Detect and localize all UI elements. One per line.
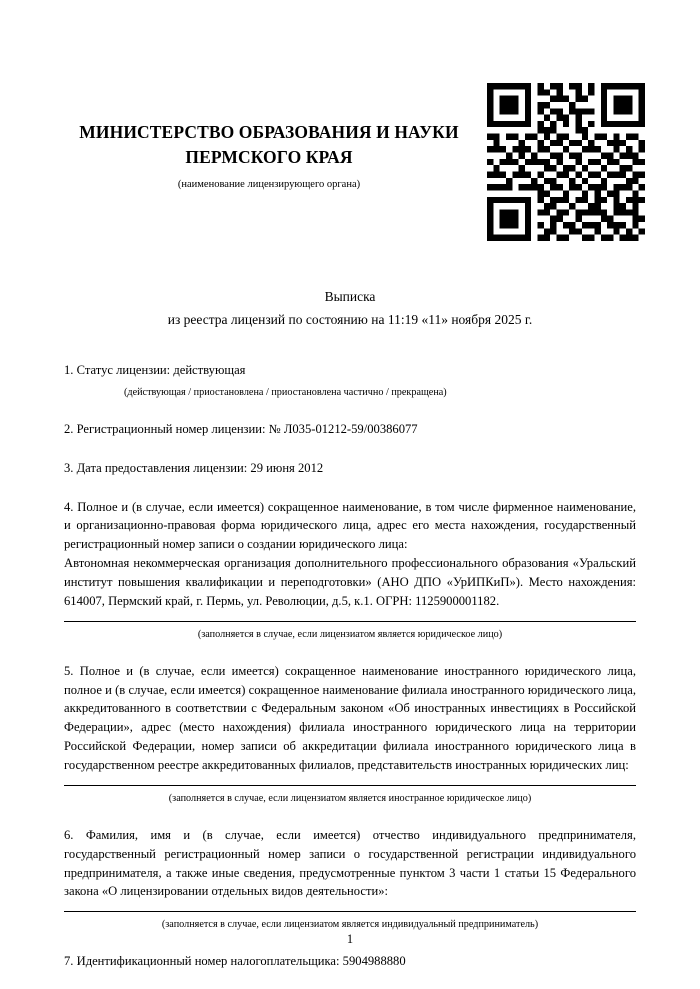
item-individual-entrepreneur-note: (заполняется в случае, если лицензиатом является индивидуальный предприниматель): [161, 919, 539, 931]
document-title-line1: Выписка: [324, 289, 376, 305]
item-registration-number-text: 2. Регистрационный номер лицензии: № Л035-01212-59/00386077: [64, 421, 418, 436]
item-individual-entrepreneur: [64, 826, 636, 932]
item-taxpayer-number-text: 7. Идентификационный номер налогоплательщика: 5904988880: [64, 954, 406, 969]
item-foreign-entity-note: (заполняется в случае, если лицензиатом является иностранное юридическое лицо): [168, 792, 532, 804]
item-foreign-entity-text: 5. Полное и (в случае, если имеется) сокращенное наименование иностранного юридического лица, полное и (в случае, если имеется) сокращенное наименование филиала иностранного юридического лица, аккредитованного в соответствии с Федеральным законом «Об иностранных инвестициях в Российской Федерации», адрес (место нахождения) филиала иностранного юридического лица на территории Российской Федерации, номер записи об аккредитации филиала иностранного юридического лица в государственном реестре аккредитованных филиалов, представительств иностранных юридических лиц:: [64, 663, 636, 773]
qr-code-icon: [487, 83, 645, 241]
document-body: [0, 361, 700, 971]
document-title: [0, 287, 700, 331]
item-legal-entity-value: Автономная некоммерческая организация дополнительного профессионального образования «Уральский институт повышения квалификации и переподготовки» (АНО ДПО «УрИПКиП»). Место нахождения: 614007, Пермский край, г. Пермь, ул. Революции, д.5, к.1. ОГРН: 1125900001182.: [64, 556, 636, 608]
item-issue-date: [64, 459, 636, 478]
item-status-text: 1. Статус лицензии: действующая: [64, 363, 246, 378]
issuing-authority-note: (наименование лицензирующего органа): [177, 178, 361, 190]
qr-code-canvas: [487, 83, 645, 241]
divider: [64, 621, 636, 622]
issuing-authority-title: МИНИСТЕРСТВО ОБРАЗОВАНИЯ И НАУКИ ПЕРМСКОГО КРАЯ: [79, 122, 459, 167]
page-number: 1: [346, 932, 354, 946]
item-status: [64, 361, 636, 400]
item-status-note: (действующая / приостановлена / приостановлена частично / прекращена): [124, 387, 447, 399]
item-issue-date-text: 3. Дата предоставления лицензии: 29 июня 2012: [64, 460, 324, 475]
divider: [64, 785, 636, 786]
item-taxpayer-number: [64, 952, 636, 971]
item-individual-entrepreneur-text: 6. Фамилия, имя и (в случае, если имеется) отчество индивидуального предпринимателя, государственный регистрационный номер записи о государственной регистрации индивидуального предпринимателя, а также иные сведения, предусмотренные пунктом 3 части 1 статьи 15 Федерального закона «О лицензировании отдельных видов деятельности»:: [64, 827, 636, 899]
item-registration-number: [64, 420, 636, 439]
document-title-line2: из реестра лицензий по состоянию на 11:19 «11» ноября 2025 г.: [167, 312, 533, 328]
item-legal-entity-text: 4. Полное и (в случае, если имеется) сокращенное наименование, в том числе фирменное наименование, и организационно-правовая форма юридического лица, адрес его места нахождения, государственный регистрационный номер записи о создании юридического лица:: [64, 499, 636, 552]
divider: [64, 911, 636, 912]
item-legal-entity-note: (заполняется в случае, если лицензиатом является юридическое лицо): [197, 628, 503, 640]
item-legal-entity: [64, 498, 636, 642]
item-foreign-entity: [64, 662, 636, 806]
